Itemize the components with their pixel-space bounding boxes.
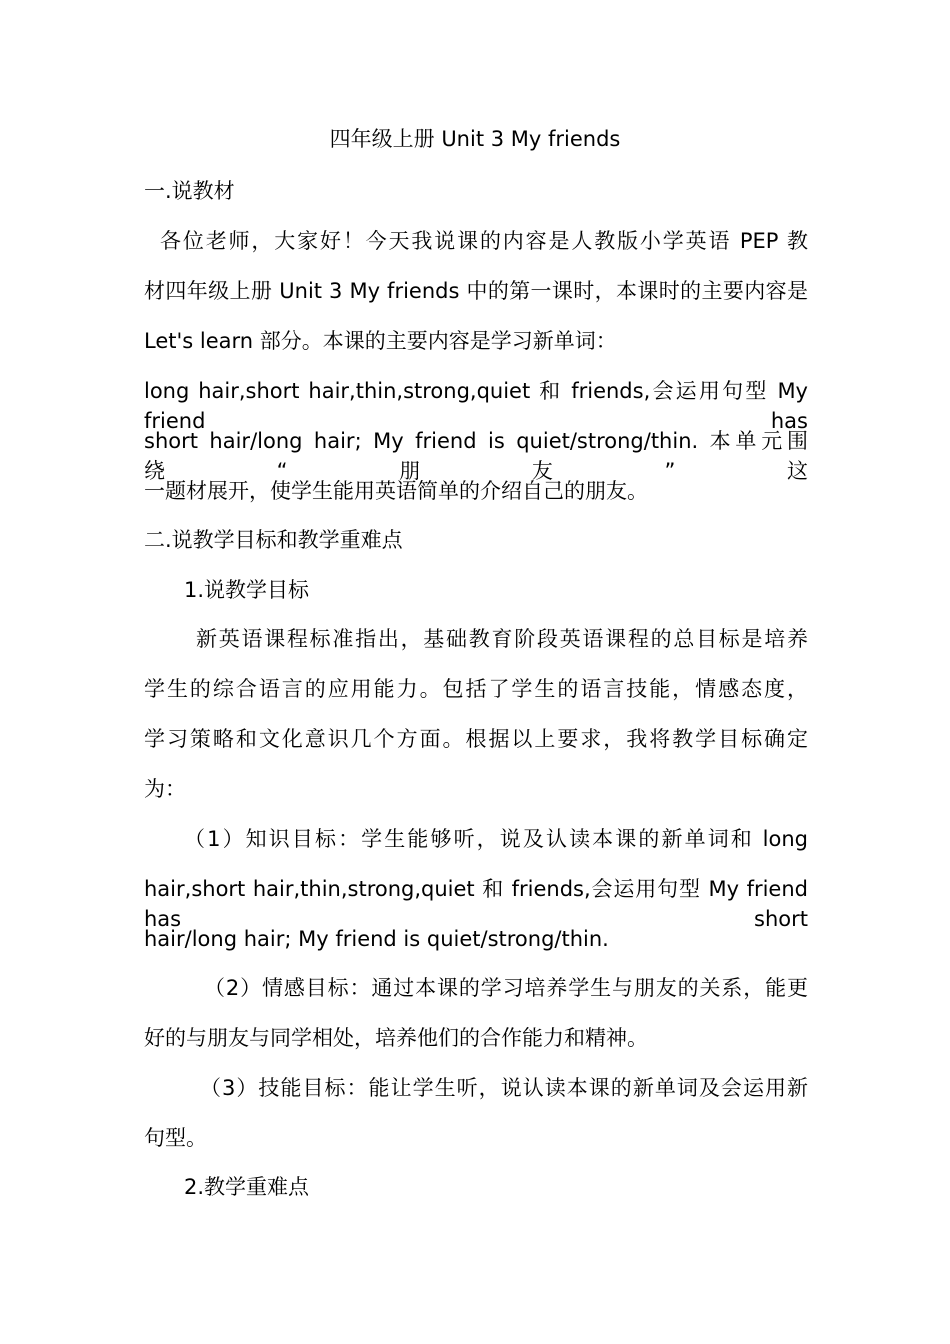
- paragraph-line: short hair/long hair; My friend is quiet/strong/thin. 本单元围绕“朋友”这: [144, 429, 808, 483]
- paragraph-line: hair/long hair; My friend is quiet/strong/thin.: [144, 927, 609, 951]
- paragraph-line: 句型。: [144, 1126, 207, 1150]
- paragraph-line: 为：: [144, 777, 186, 801]
- section-heading-2: 二.说教学目标和教学重难点: [144, 528, 403, 552]
- paragraph-line: 学生的综合语言的应用能力。包括了学生的语言技能，情感态度，: [144, 677, 808, 701]
- paragraph-line: long hair,short hair,thin,strong,quiet 和 friends,会运用句型 My friend has: [144, 379, 808, 433]
- paragraph-line: 材四年级上册 Unit 3 My friends 中的第一课时，本课时的主要内容是: [144, 279, 808, 303]
- subsection-heading: 2.教学重难点: [184, 1175, 310, 1199]
- objective-skill: （3）技能目标：能让学生听，说认读本课的新单词及会运用新: [200, 1076, 808, 1100]
- paragraph-line: 各位老师，大家好！今天我说课的内容是人教版小学英语 PEP 教: [160, 229, 808, 253]
- paragraph-line: Let's learn 部分。本课的主要内容是学习新单词：: [144, 329, 617, 353]
- objective-emotion: （2）情感目标：通过本课的学习培养学生与朋友的关系，能更: [204, 976, 808, 1000]
- paragraph-line: 好的与朋友与同学相处，培养他们的合作能力和精神。: [144, 1026, 648, 1050]
- subsection-heading: 1.说教学目标: [184, 578, 310, 602]
- paragraph-line: 一题材展开，使学生能用英语简单的介绍自己的朋友。: [144, 479, 648, 503]
- objective-knowledge: （1）知识目标：学生能够听，说及认读本课的新单词和 long: [184, 827, 808, 851]
- paragraph-line: hair,short hair,thin,strong,quiet 和 friends,会运用句型 My friend has short: [144, 877, 808, 931]
- document-title: 四年级上册 Unit 3 My friends: [329, 127, 621, 151]
- section-heading-1: 一.说教材: [144, 179, 235, 203]
- paragraph-line: 新英语课程标准指出，基础教育阶段英语课程的总目标是培养: [196, 627, 808, 651]
- paragraph-line: 学习策略和文化意识几个方面。根据以上要求，我将教学目标确定: [144, 727, 808, 751]
